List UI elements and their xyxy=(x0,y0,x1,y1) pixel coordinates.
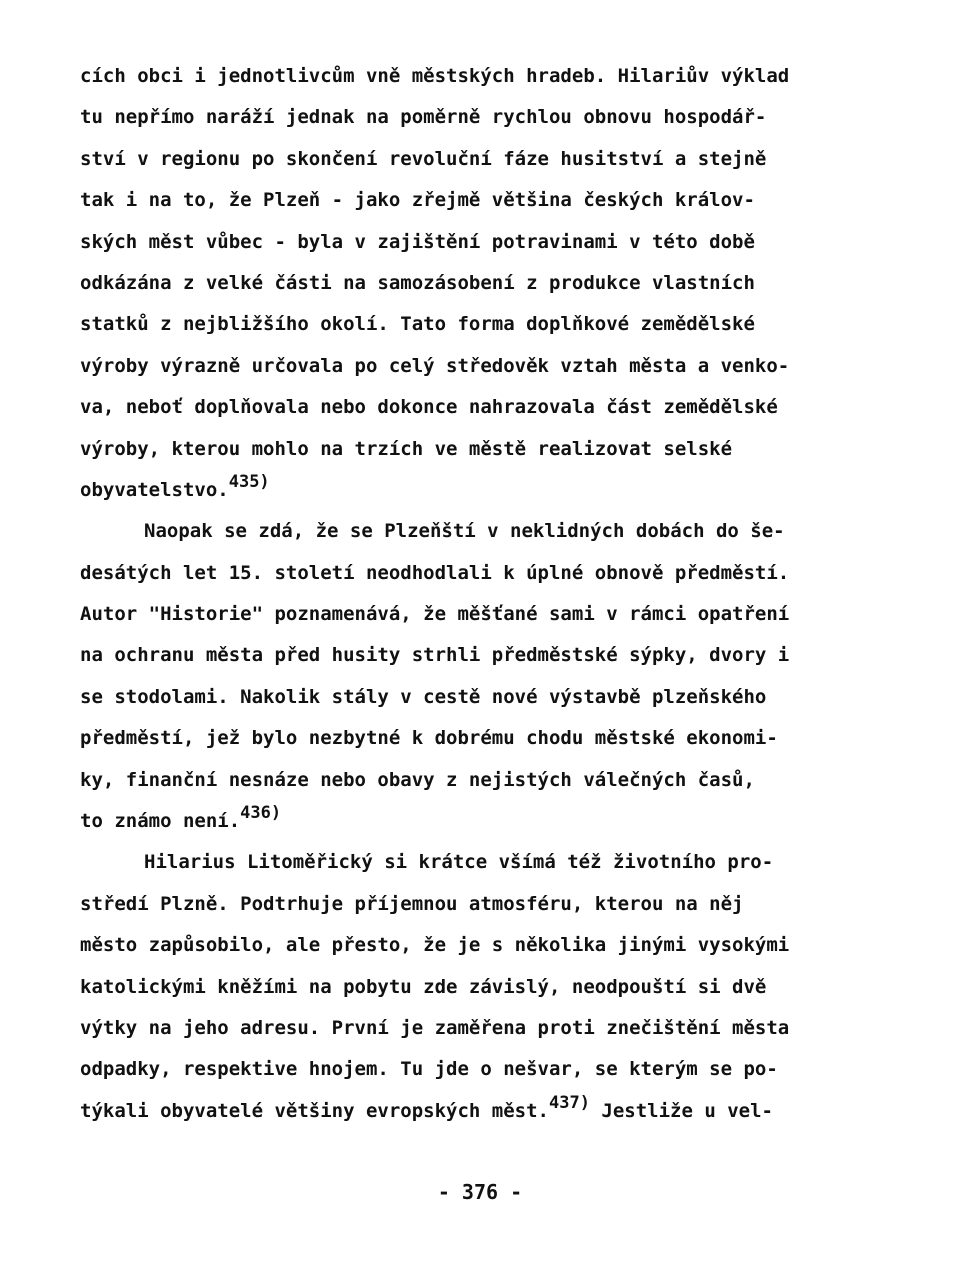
text-line: předměstí, jež bylo nezbytné k dobrému chodu městské ekonomi- xyxy=(80,727,778,750)
text-line: výtky na jeho adresu. První je zaměřena proti znečištění města xyxy=(80,1016,790,1039)
text-line xyxy=(80,801,880,842)
text-line: statků z nejbližšího okolí. Tato forma doplňkové zemědělské xyxy=(80,313,755,336)
footnote-ref: 437) xyxy=(549,1092,590,1113)
text-line: na ochranu města před husity strhli předměstské sýpky, dvory i xyxy=(80,644,790,667)
text-line: desátých let 15. století neodhodlali k úplné obnově předměstí. xyxy=(80,561,790,584)
text-segment: to známo není. xyxy=(80,810,241,833)
text-line: výroby, kterou mohlo na trzích ve městě realizovat selské xyxy=(80,437,733,460)
text-line: cích obci i jednotlivcům vně městských hradeb. Hilariův výklad xyxy=(80,65,790,87)
text-line xyxy=(80,470,880,511)
text-line: město zapůsobilo, ale přesto, že je s několika jinými vysokými xyxy=(80,934,790,957)
text-line: ských měst vůbec - byla v zajištění potravinami v této době xyxy=(80,230,755,253)
text-line: Autor "Historie" poznamenává, že měšťané sami v rámci opatření xyxy=(80,603,790,626)
text-line: se stodolami. Nakolik stály v cestě nové výstavbě plzeňského xyxy=(80,685,767,708)
text-segment: obyvatelstvo. xyxy=(80,478,229,501)
text-line: výroby výrazně určovala po celý středověk vztah města a venko- xyxy=(80,354,790,377)
text-line: ství v regionu po skončení revoluční fáze husitství a stejně xyxy=(80,147,767,170)
text-line: Naopak se zdá, že se Plzeňští v neklidných dobách do še- xyxy=(144,520,785,543)
page-number: - 376 - xyxy=(437,1180,523,1204)
text-line: odpadky, respektive hnojem. Tu jde o nešvar, se kterým se po- xyxy=(80,1058,778,1081)
body-text xyxy=(80,56,880,1132)
footnote-ref: 435) xyxy=(228,471,270,492)
text-line: va, neboť doplňovala nebo dokonce nahrazovala část zemědělské xyxy=(80,396,778,419)
text-line: Hilarius Litoměřický si krátce všímá též životního pro- xyxy=(144,851,774,874)
footnote-ref: 436) xyxy=(240,803,282,824)
text-line: středí Plzně. Podtrhuje příjemnou atmosféru, kterou na něj xyxy=(80,892,744,915)
text-line: katolickými kněžími na pobytu zde závislý, neodpouští si dvě xyxy=(80,975,767,998)
text-line: tu nepřímo naráží jednak na poměrně rychlou obnovu hospodář- xyxy=(80,106,767,129)
text-segment: týkali obyvatelé většiny evropských měst. xyxy=(80,1099,549,1122)
text-segment: Jestliže u vel- xyxy=(589,1099,773,1122)
text-line: odkázána z velké části na samozásobení z produkce vlastních xyxy=(80,271,755,294)
text-line: tak i na to, že Plzeň - jako zřejmě většina českých králov- xyxy=(80,189,755,212)
text-line xyxy=(80,1091,880,1132)
text-line: ky, finanční nesnáze nebo obavy z nejistých válečných časů, xyxy=(80,768,755,791)
